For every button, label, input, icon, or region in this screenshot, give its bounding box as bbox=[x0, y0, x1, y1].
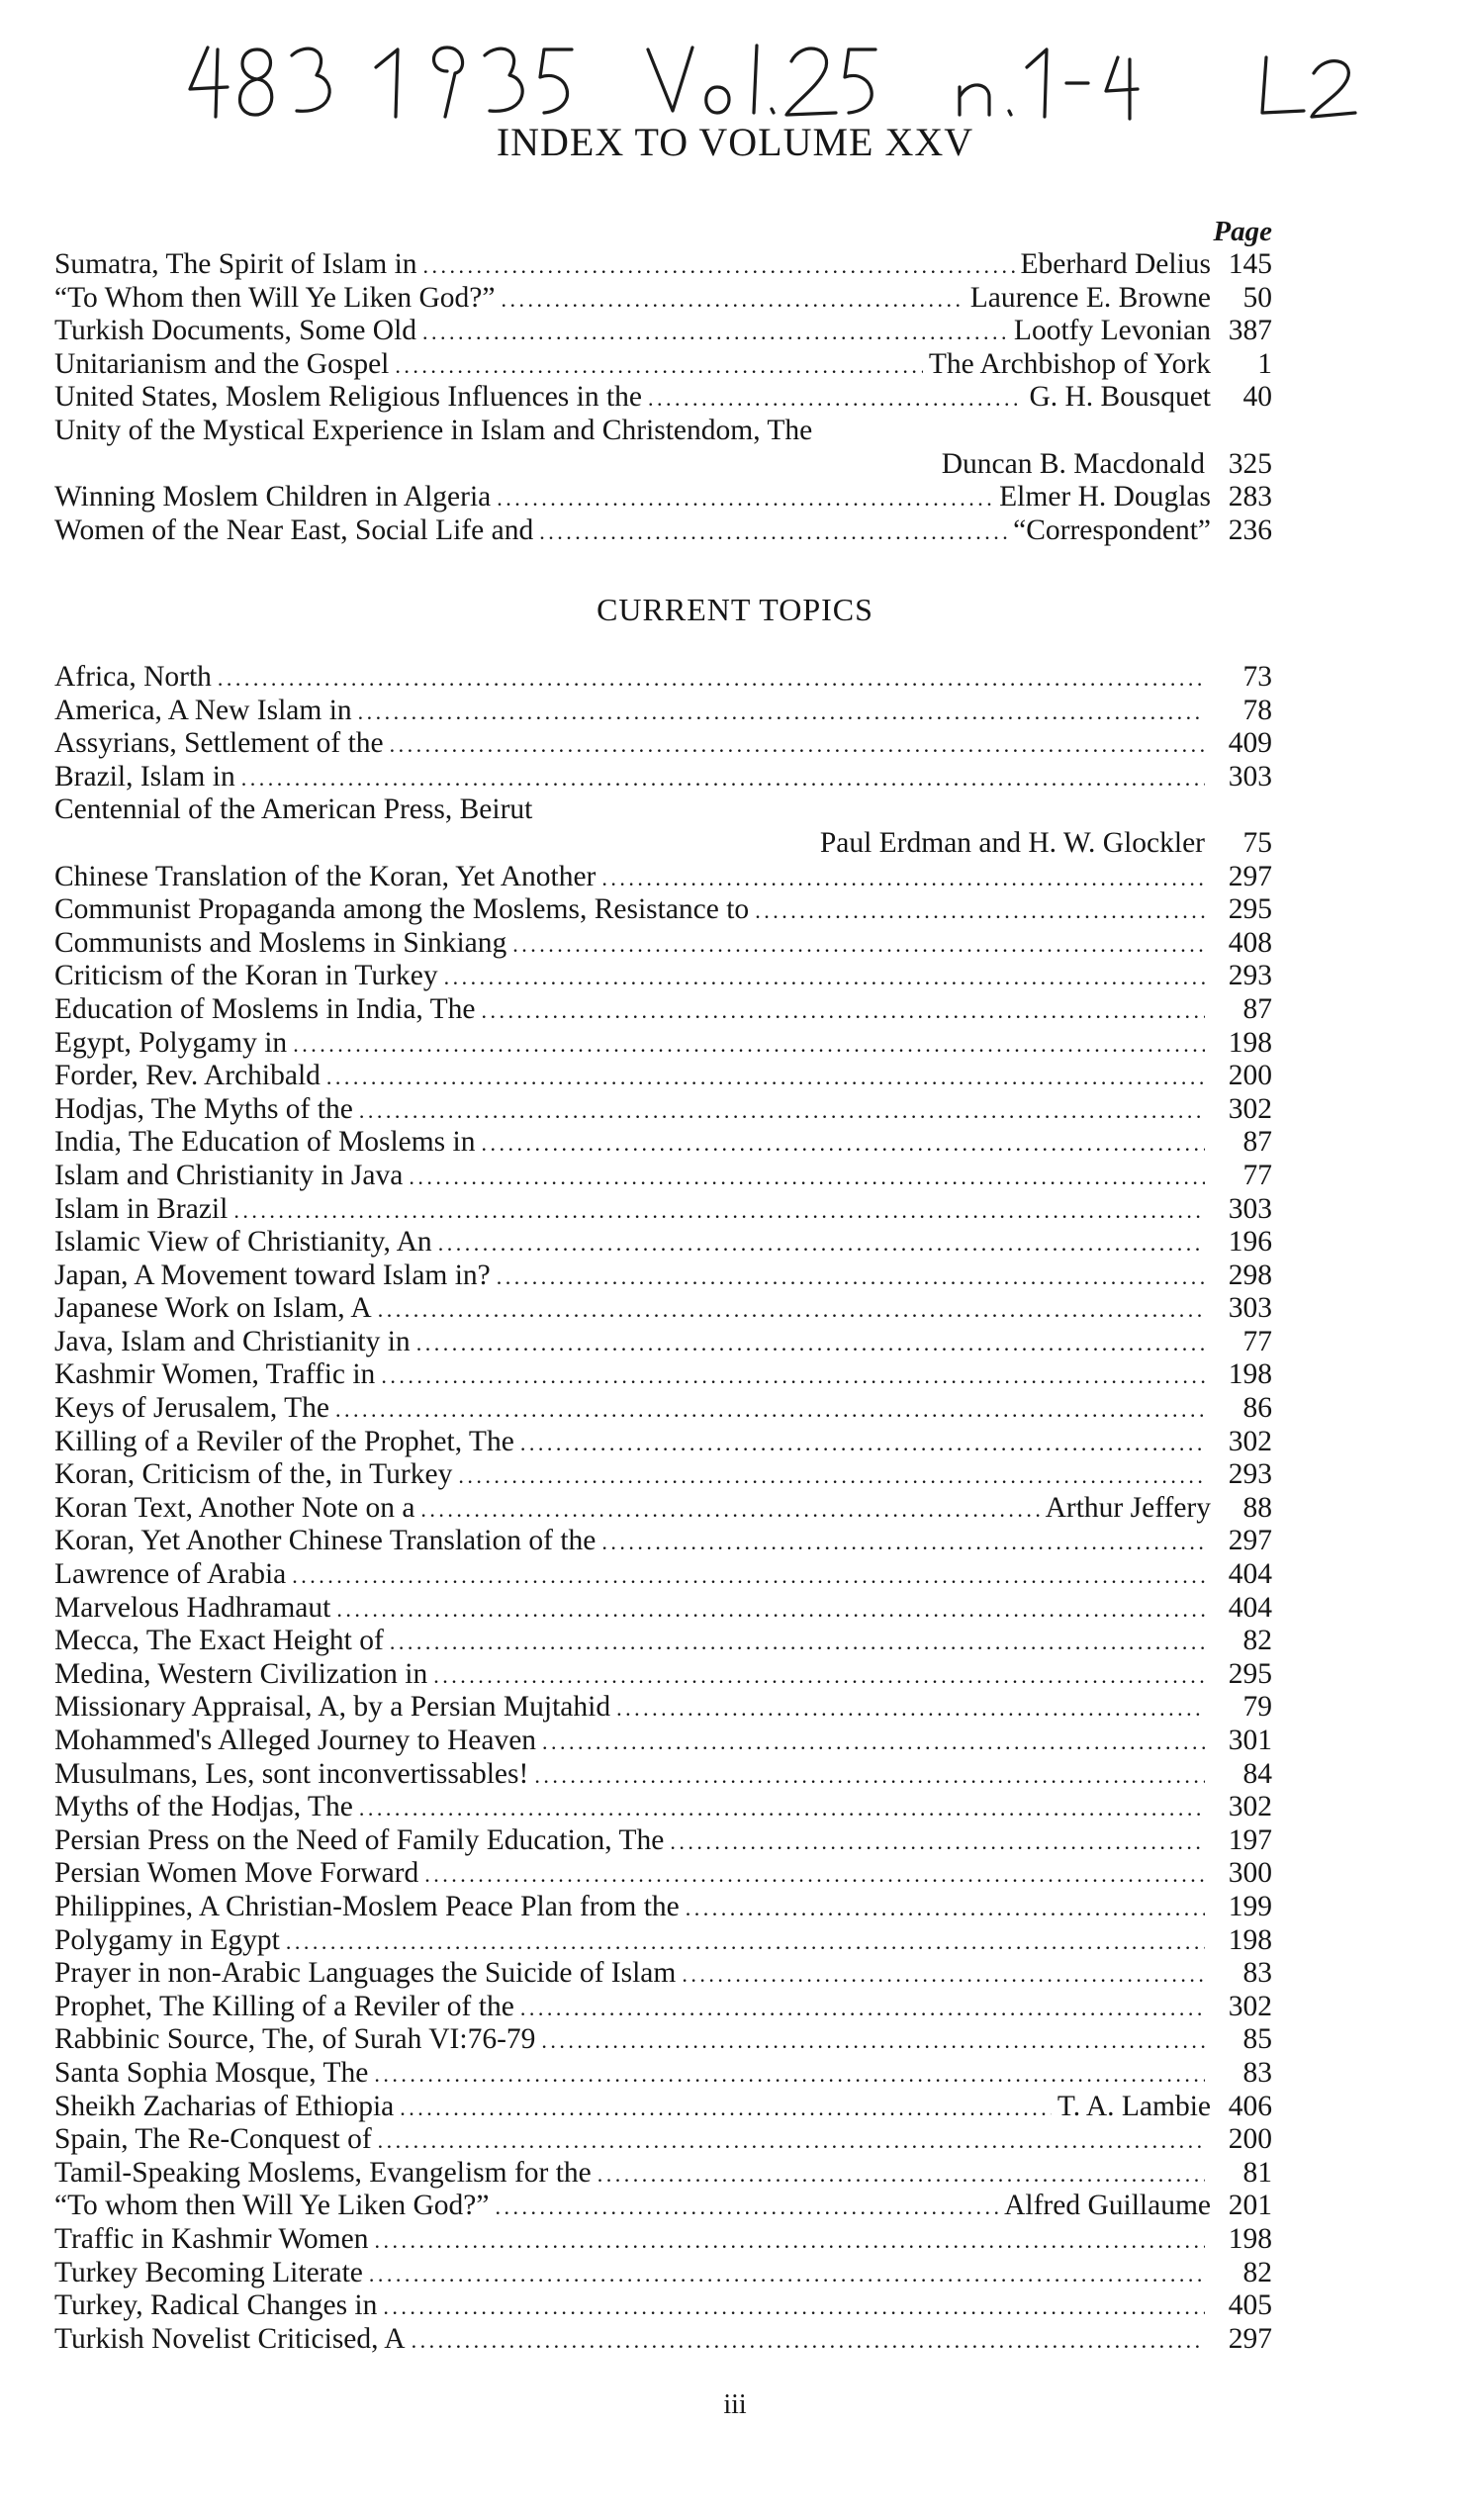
entry-page: 293 bbox=[1228, 1458, 1272, 1491]
index-entry bbox=[54, 1725, 1272, 1758]
index-entry bbox=[54, 282, 1272, 316]
leader-dots bbox=[381, 1359, 1205, 1393]
entry-title: Koran, Yet Another Chinese Translation of the bbox=[54, 1525, 597, 1557]
entry-page: 198 bbox=[1228, 1026, 1272, 1059]
entry-page: 40 bbox=[1242, 381, 1272, 414]
entry-title: Communists and Moslems in Sinkiang bbox=[54, 926, 507, 959]
index-entry bbox=[54, 1957, 1272, 1991]
entry-title: Turkey Becoming Literate bbox=[54, 2256, 363, 2288]
entry-page: 302 bbox=[1228, 1990, 1272, 2022]
leader-dots bbox=[682, 1958, 1205, 1992]
entry-author: Eberhard Delius bbox=[1020, 248, 1211, 280]
entry-title: Kashmir Women, Traffic in bbox=[54, 1358, 376, 1391]
entry-page: 405 bbox=[1228, 2289, 1272, 2322]
entry-page: 77 bbox=[1242, 1159, 1272, 1191]
leader-dots bbox=[409, 1161, 1205, 1194]
entry-page: 82 bbox=[1242, 2256, 1272, 2288]
leader-dots bbox=[520, 1992, 1205, 2025]
entry-title: Traffic in Kashmir Women bbox=[54, 2222, 369, 2255]
index-entry bbox=[54, 695, 1272, 728]
entry-author: Alfred Guillaume bbox=[1004, 2190, 1211, 2222]
index-entry bbox=[54, 960, 1272, 993]
index-entry bbox=[54, 2223, 1272, 2257]
entry-page: 88 bbox=[1242, 1491, 1272, 1524]
index-entry-continuation bbox=[54, 827, 1272, 861]
entry-author: G. H. Bousquet bbox=[1029, 381, 1211, 414]
entry-page: 87 bbox=[1242, 1126, 1272, 1159]
entry-title: Java, Islam and Christianity in bbox=[54, 1325, 411, 1357]
leader-dots bbox=[520, 1427, 1205, 1460]
entry-page: 406 bbox=[1228, 2090, 1272, 2122]
entry-page: 86 bbox=[1242, 1392, 1272, 1425]
leader-dots bbox=[420, 1493, 1039, 1527]
leader-dots bbox=[542, 1726, 1205, 1759]
entry-author: The Archbishop of York bbox=[928, 347, 1211, 380]
entry-page: 297 bbox=[1228, 860, 1272, 892]
leader-dots bbox=[616, 1692, 1205, 1726]
leader-dots bbox=[755, 894, 1205, 928]
entry-page: 79 bbox=[1242, 1691, 1272, 1724]
leader-dots bbox=[482, 994, 1206, 1028]
index-entry bbox=[54, 1193, 1272, 1227]
index-entry bbox=[54, 1924, 1272, 1958]
entry-title: Turkey, Radical Changes in bbox=[54, 2289, 378, 2322]
entry-title: India, The Education of Moslems in bbox=[54, 1126, 476, 1159]
leader-dots bbox=[374, 2058, 1205, 2092]
entry-title: “To whom then Will Ye Liken God?” bbox=[54, 2190, 490, 2222]
index-entry bbox=[54, 727, 1272, 761]
entry-title: Chinese Translation of the Koran, Yet Another bbox=[54, 860, 597, 892]
entry-title: Killing of a Reviler of the Prophet, The bbox=[54, 1425, 514, 1457]
entry-author: Lootfy Levonian bbox=[1013, 315, 1211, 347]
index-entry bbox=[54, 1691, 1272, 1725]
leader-dots bbox=[233, 1194, 1205, 1228]
entry-title: Centennial of the American Press, Beirut bbox=[54, 793, 533, 826]
index-entry bbox=[54, 993, 1272, 1027]
entry-title: Musulmans, Les, sont inconvertissables! bbox=[54, 1757, 529, 1790]
leader-dots bbox=[378, 2124, 1205, 2158]
entry-title: United States, Moslem Religious Influences in the bbox=[54, 381, 643, 414]
index-entry bbox=[54, 1592, 1272, 1626]
entry-page: 297 bbox=[1228, 1525, 1272, 1557]
entry-title: Lawrence of Arabia bbox=[54, 1558, 287, 1591]
page-column-label: Page bbox=[1213, 216, 1272, 247]
leader-dots bbox=[495, 2191, 998, 2224]
leader-dots bbox=[482, 1127, 1206, 1161]
entry-page: 78 bbox=[1242, 694, 1272, 726]
entry-page: 283 bbox=[1228, 481, 1272, 513]
entry-title: Tamil-Speaking Moslems, Evangelism for the bbox=[54, 2156, 592, 2189]
index-entry bbox=[54, 1260, 1272, 1293]
index-entry bbox=[54, 2323, 1272, 2357]
entry-title: Koran Text, Another Note on a bbox=[54, 1491, 415, 1524]
leader-dots bbox=[326, 1061, 1205, 1094]
index-entry bbox=[54, 761, 1272, 794]
leader-dots bbox=[369, 2258, 1205, 2291]
leader-dots bbox=[241, 762, 1205, 795]
leader-dots bbox=[412, 2324, 1205, 2358]
leader-dots bbox=[292, 1559, 1205, 1593]
leader-dots bbox=[458, 1459, 1205, 1493]
entry-title: Spain, The Re-Conquest of bbox=[54, 2123, 372, 2156]
index-entry bbox=[54, 1027, 1272, 1061]
leader-dots bbox=[512, 928, 1205, 962]
index-entry bbox=[54, 1991, 1272, 2024]
leader-dots bbox=[390, 728, 1205, 762]
index-entry bbox=[54, 1292, 1272, 1326]
index-entry bbox=[54, 2057, 1272, 2091]
leader-dots bbox=[539, 515, 1007, 549]
entry-page: 325 bbox=[1228, 447, 1272, 480]
entry-page: 84 bbox=[1242, 1757, 1272, 1790]
index-entry bbox=[54, 514, 1272, 548]
entry-page: 198 bbox=[1228, 1923, 1272, 1956]
index-entry bbox=[54, 1458, 1272, 1492]
leader-dots bbox=[358, 696, 1205, 729]
leader-dots bbox=[497, 1260, 1205, 1294]
entry-page: 404 bbox=[1228, 1591, 1272, 1624]
index-entry bbox=[54, 1060, 1272, 1093]
entry-author: Elmer H. Douglas bbox=[999, 481, 1211, 513]
entry-page: 83 bbox=[1242, 2056, 1272, 2089]
index-entry bbox=[54, 415, 1272, 448]
leader-dots bbox=[359, 1094, 1205, 1128]
current-topics-heading: CURRENT TOPICS bbox=[597, 592, 873, 627]
leader-dots bbox=[383, 2290, 1205, 2324]
entry-page: 198 bbox=[1228, 2222, 1272, 2255]
entry-title: Winning Moslem Children in Algeria bbox=[54, 481, 492, 513]
entry-title: Medina, Western Civilization in bbox=[54, 1657, 428, 1690]
entry-page: 50 bbox=[1242, 281, 1272, 314]
index-entry bbox=[54, 1824, 1272, 1858]
entry-page: 295 bbox=[1228, 1657, 1272, 1690]
entry-title: Japanese Work on Islam, A bbox=[54, 1292, 372, 1325]
leader-dots bbox=[359, 1792, 1205, 1825]
page-folio: iii bbox=[723, 2389, 747, 2420]
entry-page: 1 bbox=[1257, 347, 1272, 380]
index-entry bbox=[54, 481, 1272, 514]
entry-title: Egypt, Polygamy in bbox=[54, 1026, 288, 1059]
entry-page: 201 bbox=[1228, 2190, 1272, 2222]
index-entry bbox=[54, 1857, 1272, 1891]
entry-page: 302 bbox=[1228, 1425, 1272, 1457]
index-entry bbox=[54, 348, 1272, 382]
leader-dots bbox=[423, 249, 1015, 283]
entry-title: Polygamy in Egypt bbox=[54, 1923, 280, 1956]
index-entry bbox=[54, 2257, 1272, 2290]
entry-author: Laurence E. Browne bbox=[969, 281, 1211, 314]
index-entry bbox=[54, 793, 1272, 827]
entry-title: Myths of the Hodjas, The bbox=[54, 1791, 353, 1823]
index-entry bbox=[54, 1226, 1272, 1260]
entry-page: 404 bbox=[1228, 1558, 1272, 1591]
entry-page: 303 bbox=[1228, 1292, 1272, 1325]
entry-page: 303 bbox=[1228, 1192, 1272, 1225]
entry-title: Prophet, The Killing of a Reviler of the bbox=[54, 1990, 514, 2022]
index-entry bbox=[54, 2157, 1272, 2191]
index-entry bbox=[54, 1625, 1272, 1658]
articles-list bbox=[54, 248, 1272, 547]
entry-page: 77 bbox=[1242, 1325, 1272, 1357]
index-entry bbox=[54, 2091, 1272, 2124]
leader-dots bbox=[433, 1659, 1205, 1693]
entry-title: Assyrians, Settlement of the bbox=[54, 727, 384, 760]
leader-dots bbox=[424, 1858, 1205, 1892]
index-entry bbox=[54, 927, 1272, 961]
entry-title: Forder, Rev. Archibald bbox=[54, 1060, 321, 1092]
index-entry bbox=[54, 1525, 1272, 1558]
leader-dots bbox=[378, 1293, 1205, 1327]
entry-title: Brazil, Islam in bbox=[54, 760, 235, 793]
leader-dots bbox=[670, 1825, 1205, 1859]
leader-dots bbox=[390, 1626, 1205, 1659]
leader-dots bbox=[422, 316, 1008, 349]
entry-page: 75 bbox=[1242, 826, 1272, 859]
leader-dots bbox=[648, 382, 1023, 416]
entry-page: 387 bbox=[1228, 315, 1272, 347]
entry-page: 293 bbox=[1228, 960, 1272, 992]
entry-title: Philippines, A Christian-Moslem Peace Plan from the bbox=[54, 1890, 680, 1922]
leader-dots bbox=[336, 1593, 1205, 1627]
index-entry bbox=[54, 1160, 1272, 1193]
leader-dots bbox=[686, 1892, 1205, 1925]
index-entry bbox=[54, 1093, 1272, 1127]
entry-title: Islamic View of Christianity, An bbox=[54, 1226, 432, 1259]
entry-title: Mecca, The Exact Height of bbox=[54, 1625, 384, 1657]
entry-page: 83 bbox=[1242, 1957, 1272, 1990]
entry-title: Islam and Christianity in Java bbox=[54, 1159, 404, 1191]
index-entry bbox=[54, 1558, 1272, 1592]
entry-page: 297 bbox=[1228, 2322, 1272, 2355]
entry-title: Sumatra, The Spirit of Islam in bbox=[54, 248, 417, 280]
index-entry bbox=[54, 381, 1272, 415]
index-entry bbox=[54, 1326, 1272, 1359]
leader-dots bbox=[444, 961, 1205, 994]
entry-title: Criticism of the Koran in Turkey bbox=[54, 960, 438, 992]
entry-title: Persian Women Move Forward bbox=[54, 1857, 419, 1890]
index-entry bbox=[54, 1126, 1272, 1160]
leader-dots bbox=[286, 1925, 1205, 1959]
index-entry bbox=[54, 1791, 1272, 1824]
entry-page: 408 bbox=[1228, 926, 1272, 959]
entry-title: Unitarianism and the Gospel bbox=[54, 347, 390, 380]
index-entry bbox=[54, 2023, 1272, 2057]
entry-author: T. A. Lambie bbox=[1057, 2090, 1211, 2122]
index-entry bbox=[54, 2123, 1272, 2157]
entry-page: 302 bbox=[1228, 1092, 1272, 1125]
entry-title: Unity of the Mystical Experience in Islam and Christendom, The bbox=[54, 414, 813, 446]
entry-page: 87 bbox=[1242, 992, 1272, 1025]
entry-title: Education of Moslems in India, The bbox=[54, 992, 476, 1025]
leader-dots bbox=[597, 2158, 1205, 2192]
entry-page: 198 bbox=[1228, 1358, 1272, 1391]
index-entry bbox=[54, 315, 1272, 348]
entry-author: Arthur Jeffery bbox=[1045, 1491, 1211, 1524]
index-entry bbox=[54, 893, 1272, 927]
entry-page: 302 bbox=[1228, 1791, 1272, 1823]
entry-title: Koran, Criticism of the, in Turkey bbox=[54, 1458, 453, 1491]
entry-title: Persian Press on the Need of Family Education, The bbox=[54, 1823, 665, 1856]
entry-page: 295 bbox=[1228, 893, 1272, 926]
entry-title: Hodjas, The Myths of the bbox=[54, 1092, 353, 1125]
entry-page: 82 bbox=[1242, 1625, 1272, 1657]
entry-page: 301 bbox=[1228, 1725, 1272, 1756]
entry-page: 81 bbox=[1242, 2156, 1272, 2189]
leader-dots bbox=[497, 482, 993, 515]
entry-title: “To Whom then Will Ye Liken God?” bbox=[54, 281, 496, 314]
entry-title: Turkish Documents, Some Old bbox=[54, 315, 417, 347]
entry-title: Marvelous Hadhramaut bbox=[54, 1591, 331, 1624]
index-entry bbox=[54, 2289, 1272, 2323]
entry-page: 85 bbox=[1242, 2023, 1272, 2056]
leader-dots bbox=[601, 862, 1205, 895]
index-entry bbox=[54, 1426, 1272, 1459]
leader-dots bbox=[501, 283, 964, 317]
entry-title: Missionary Appraisal, A, by a Persian Mujtahid bbox=[54, 1691, 611, 1724]
leader-dots bbox=[438, 1227, 1205, 1260]
leader-dots bbox=[218, 662, 1205, 696]
index-entry bbox=[54, 1358, 1272, 1392]
leader-dots bbox=[416, 1327, 1205, 1360]
entry-page: 236 bbox=[1228, 513, 1272, 546]
leader-dots bbox=[400, 2092, 1052, 2125]
leader-dots bbox=[601, 1526, 1205, 1559]
entry-page: 197 bbox=[1228, 1823, 1272, 1856]
index-entry bbox=[54, 2190, 1272, 2223]
entry-title: America, A New Islam in bbox=[54, 694, 352, 726]
entry-title: Keys of Jerusalem, The bbox=[54, 1392, 329, 1425]
index-entry bbox=[54, 1891, 1272, 1924]
entry-page: 409 bbox=[1228, 727, 1272, 760]
index-entry bbox=[54, 1658, 1272, 1692]
entry-page: 145 bbox=[1228, 248, 1272, 280]
leader-dots bbox=[534, 1759, 1205, 1793]
entry-page: 303 bbox=[1228, 760, 1272, 793]
entry-title: Mohammed's Alleged Journey to Heaven bbox=[54, 1725, 537, 1756]
entry-author: “Correspondent” bbox=[1013, 513, 1211, 546]
entry-title: Prayer in non-Arabic Languages the Suicide of Islam bbox=[54, 1957, 677, 1990]
entry-page: 73 bbox=[1242, 661, 1272, 693]
entry-title: Turkish Novelist Criticised, A bbox=[54, 2322, 406, 2355]
entry-title: Africa, North bbox=[54, 661, 212, 693]
entry-title: Sheikh Zacharias of Ethiopia bbox=[54, 2090, 395, 2122]
entry-page: 200 bbox=[1228, 1060, 1272, 1092]
entry-title: Rabbinic Source, The, of Surah VI:76-79 bbox=[54, 2023, 536, 2056]
entry-title: Japan, A Movement toward Islam in? bbox=[54, 1259, 491, 1291]
index-entry bbox=[54, 1758, 1272, 1792]
entry-title: Communist Propaganda among the Moslems, Resistance to bbox=[54, 893, 750, 926]
index-entry-continuation bbox=[54, 448, 1272, 482]
current-topics-list bbox=[54, 661, 1272, 2356]
entry-page: 300 bbox=[1228, 1857, 1272, 1890]
entry-title: Santa Sophia Mosque, The bbox=[54, 2056, 369, 2089]
entry-page: 200 bbox=[1228, 2123, 1272, 2156]
leader-dots bbox=[374, 2224, 1205, 2258]
entry-title: Islam in Brazil bbox=[54, 1192, 229, 1225]
entry-author: Duncan B. Macdonald bbox=[941, 447, 1205, 480]
entry-author: Paul Erdman and H. W. Glockler bbox=[819, 826, 1205, 859]
index-entry bbox=[54, 661, 1272, 695]
index-entry bbox=[54, 1392, 1272, 1426]
index-entry bbox=[54, 248, 1272, 282]
index-entry bbox=[54, 861, 1272, 894]
entry-page: 298 bbox=[1228, 1259, 1272, 1291]
leader-dots bbox=[335, 1393, 1205, 1427]
entry-title: Women of the Near East, Social Life and bbox=[54, 513, 534, 546]
leader-dots bbox=[395, 349, 922, 383]
leader-dots bbox=[293, 1028, 1205, 1062]
leader-dots bbox=[541, 2024, 1205, 2058]
page-title: INDEX TO VOLUME XXV bbox=[496, 120, 974, 164]
entry-page: 199 bbox=[1228, 1890, 1272, 1922]
index-entry bbox=[54, 1492, 1272, 1526]
entry-page: 196 bbox=[1228, 1226, 1272, 1259]
